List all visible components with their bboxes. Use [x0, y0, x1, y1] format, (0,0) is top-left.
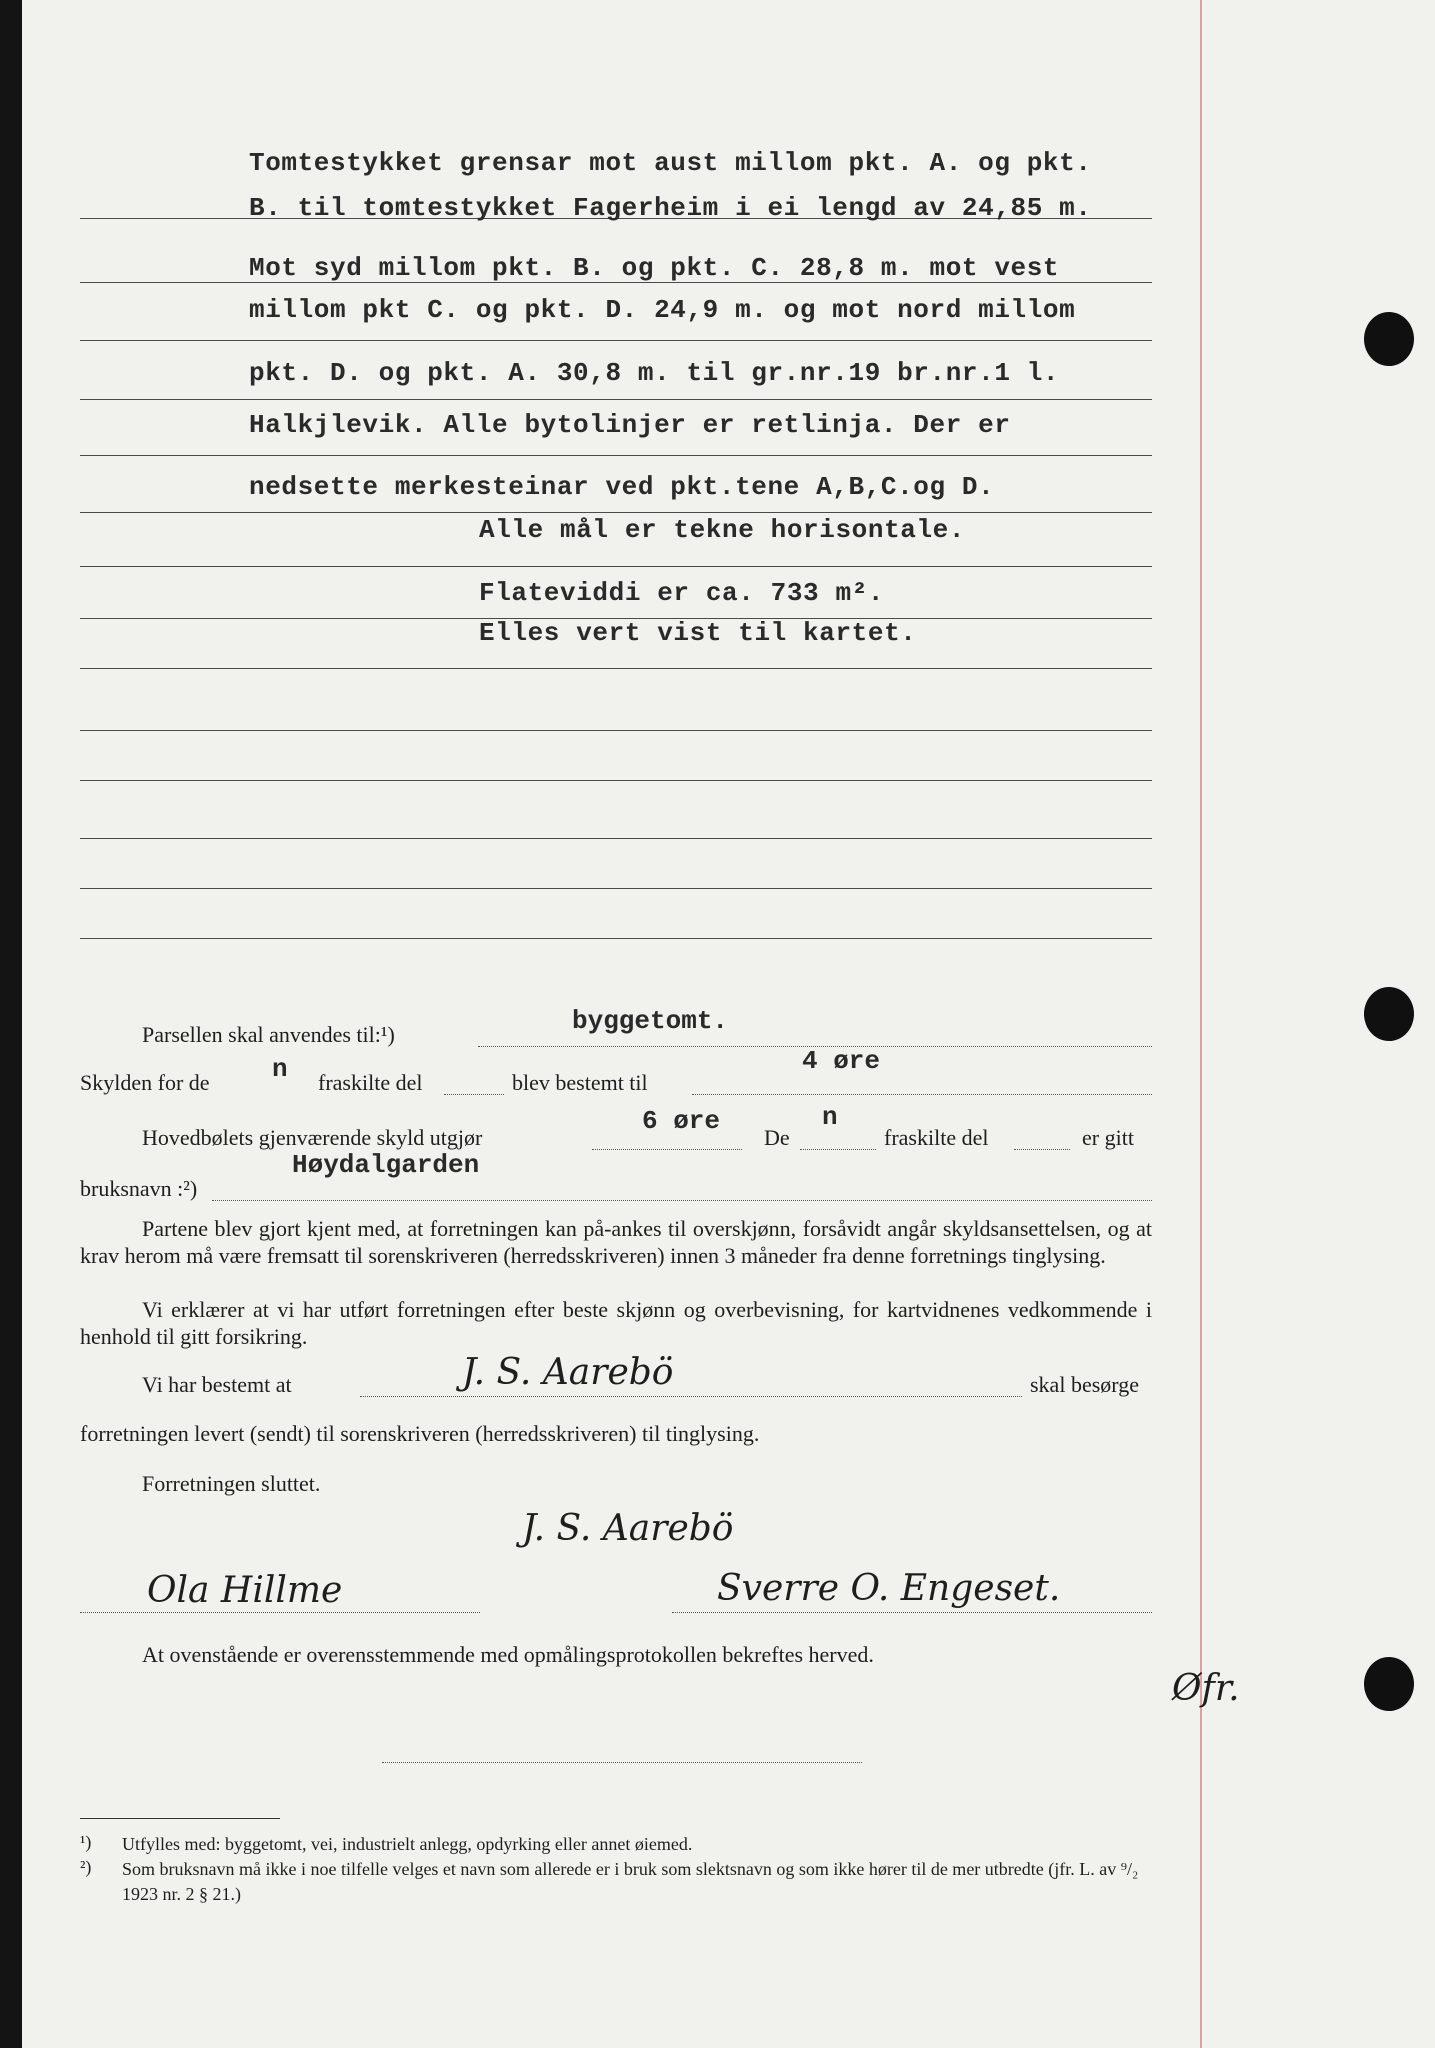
levert-text: forretningen levert (sendt) til sorenskriveren (herredsskriveren) til tinglysing.	[80, 1421, 760, 1446]
footnote-2-num: ²)	[80, 1857, 92, 1877]
ruled-line	[80, 838, 1152, 839]
initials-signature: Øfr.	[1172, 1668, 1240, 1709]
footnote-1: Utfylles med: byggetomt, vei, industrielt anlegg, opdyrking eller annet øiemed.	[122, 1834, 693, 1854]
ruled-line	[80, 455, 1152, 456]
ruled-line	[80, 512, 1152, 513]
besorge-text: skal besørge	[1030, 1372, 1139, 1397]
signature-line	[672, 1612, 1152, 1613]
hoved-fill-line	[800, 1149, 876, 1150]
typed-line: Flateviddi er ca. 733 m².	[479, 578, 885, 608]
typed-line: Mot syd millom pkt. B. og pkt. C. 28,8 m. mot vest	[249, 253, 1060, 283]
parsell-label: Parsellen skal anvendes til:¹)	[142, 1022, 395, 1047]
ruled-line	[80, 340, 1152, 341]
bruksnavn-fill-line	[212, 1200, 1152, 1201]
ruled-line	[80, 399, 1152, 400]
ruled-line	[80, 888, 1152, 889]
punch-hole	[1364, 312, 1414, 366]
hoved-value: 6 øre	[642, 1106, 721, 1136]
typed-line: Halkjlevik. Alle bytolinjer er retlinja. Der er	[249, 410, 1011, 440]
aarebo-signature: J. S. Aarebö	[462, 1352, 674, 1393]
certify-line	[382, 1762, 862, 1763]
punch-hole	[1364, 1657, 1414, 1711]
ruled-line	[80, 938, 1152, 939]
bestemt-fill-line	[360, 1396, 1022, 1397]
hoved-fill-line	[592, 1149, 742, 1150]
ruled-line	[80, 730, 1152, 731]
footnote-rule	[80, 1818, 280, 1819]
ruled-line	[80, 668, 1152, 669]
punch-hole	[1364, 987, 1414, 1041]
hoved-fill-line	[1014, 1149, 1070, 1150]
skyld-value: 4 øre	[802, 1046, 881, 1076]
signature-hillme: Ola Hillme	[147, 1570, 343, 1611]
signature-line	[80, 1612, 480, 1613]
document-page	[22, 0, 1435, 2048]
typed-line: Alle mål er tekne horisontale.	[479, 515, 966, 545]
typed-line: Tomtestykket grensar mot aust millom pkt. A. og pkt.	[249, 148, 1092, 178]
signature-aarebo: J. S. Aarebö	[522, 1508, 734, 1549]
parsell-value: byggetomt.	[572, 1006, 729, 1036]
footnote-2: Som bruksnavn må ikke i noe tilfelle velges et navn som allerede er i bruk som slektsnavn og som ikke hører til de mer utbredte (jfr. L. av ⁹/₂ 1923 nr. 2 § 21.)	[122, 1859, 1139, 1904]
skyld-fill-line	[444, 1094, 504, 1095]
typed-line: millom pkt C. og pkt. D. 24,9 m. og mot nord millom	[249, 295, 1076, 325]
hoved-de: De	[764, 1125, 790, 1150]
skyld-fill-line	[692, 1094, 1152, 1095]
confirm-text: At ovenstående er overensstemmende med opmålingsprotokollen bekreftes herved.	[142, 1642, 874, 1667]
skyld-suffix: blev bestemt til	[512, 1070, 648, 1095]
skyld-prefix: Skylden for de	[80, 1070, 210, 1095]
footnote-1-num: ¹)	[80, 1832, 92, 1852]
ruled-line	[80, 566, 1152, 567]
typed-line: pkt. D. og pkt. A. 30,8 m. til gr.nr.19 br.nr.1 l.	[249, 358, 1060, 388]
hoved-fraskilte: fraskilte del	[884, 1125, 989, 1150]
red-margin-line	[1200, 0, 1202, 2048]
signature-engeset: Sverre O. Engeset.	[717, 1568, 1061, 1609]
bestemt-label: Vi har bestemt at	[142, 1372, 292, 1397]
typed-line: B. til tomtestykket Fagerheim i ei lengd av 24,85 m.	[249, 193, 1092, 223]
hoved-n: n	[822, 1102, 838, 1132]
hoved-label: Hovedbølets gjenværende skyld utgjør	[142, 1125, 483, 1150]
sluttet-text: Forretningen sluttet.	[142, 1471, 321, 1496]
declaration-paragraph: Vi erklærer at vi har utført forretningen efter beste skjønn og overbevisning, for kartvidnenes vedkommende i henhold til gitt forsikring.	[80, 1297, 1152, 1349]
typed-line: nedsette merkesteinar ved pkt.tene A,B,C.og D.	[249, 472, 995, 502]
ruled-line	[80, 780, 1152, 781]
typed-line: Elles vert vist til kartet.	[479, 618, 917, 648]
bruksnavn-label: bruksnavn :²)	[80, 1176, 198, 1201]
appeal-paragraph: Partene blev gjort kjent med, at forretningen kan på-ankes til overskjønn, forsåvidt angår skyldsansettelsen, og at krav herom må være fremsatt til sorenskriveren (herredsskriveren) innen 3 måneder fra denne forretnings tinglysing.	[80, 1216, 1152, 1268]
skyld-mid: fraskilte del	[318, 1070, 423, 1095]
hoved-gitt: er gitt	[1082, 1125, 1134, 1150]
skyld-n: n	[272, 1054, 288, 1084]
bruksnavn-value: Høydalgarden	[292, 1150, 480, 1180]
